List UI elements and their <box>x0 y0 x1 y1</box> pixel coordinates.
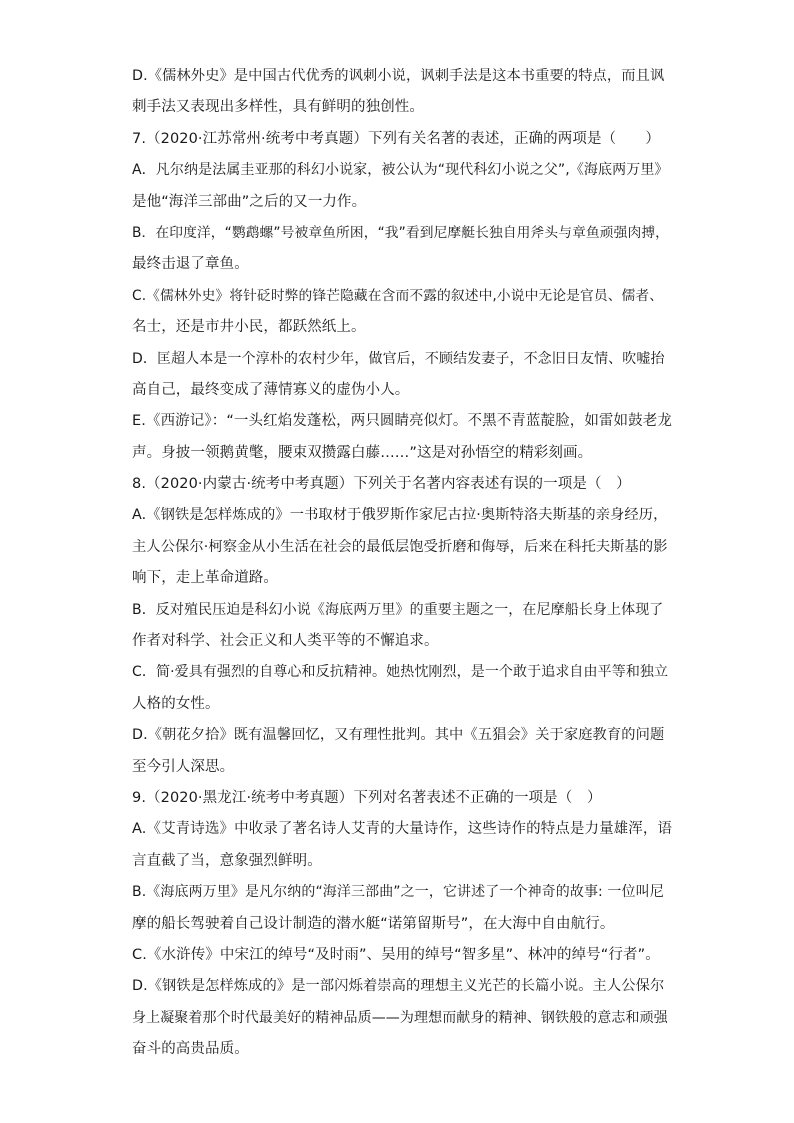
text-line: D.《儒林外史》是中国古代优秀的讽刺小说，讽刺手法是这本书重要的特点，而且讽 <box>132 68 665 84</box>
text-line: D.《朝花夕拾》既有温馨回忆，又有理性批判。其中《五猖会》关于家庭教育的问题 <box>132 727 665 744</box>
text-line: 响下，走上革命道路。 <box>132 570 278 587</box>
question-text-block <box>132 63 672 1068</box>
text-line: 人格的女性。 <box>132 695 220 712</box>
text-line: C．简·爱具有强烈的自尊心和反抗精神。她热忱刚烈，是一个敢于追求自由平等和独立 <box>132 664 669 681</box>
text-line: 摩的船长驾驶着自己设计制造的潜水艇“诺第留斯号”，在大海中自由航行。 <box>132 915 615 932</box>
text-line: A.《艾青诗选》中收录了著名诗人艾青的大量诗作，这些诗作的特点是力量雄浑，语 <box>132 821 672 838</box>
text-line: 名士，还是市井小民，都跃然纸上。 <box>132 319 366 336</box>
text-line: E.《西游记》：“一头红焰发蓬松，两只圆睛亮似灯。不黑不青蓝靛脸，如雷如鼓老龙 <box>132 413 672 430</box>
question-8-stem: 8.（2020·内蒙古·统考中考真题）下列关于名著内容表述有误的一项是（ ） <box>132 476 631 493</box>
question-7-stem: 7.（2020·江苏常州·统考中考真题）下列有关名著的表述，正确的两项是（ ） <box>132 130 660 147</box>
text-line: 是他“海洋三部曲”之后的又一力作。 <box>132 193 367 210</box>
text-line: 主人公保尔·柯察金从小生活在社会的最低层饱受折磨和侮辱，后来在科托夫斯基的影 <box>132 538 668 555</box>
text-line: 身上凝聚着那个时代最美好的精神品质——为理想而献身的精神、钢铁般的意志和顽强 <box>132 1009 668 1026</box>
text-line: 奋斗的高贵品质。 <box>132 1041 249 1058</box>
text-line: 刺手法又表现出多样性，具有鲜明的独创性。 <box>132 99 424 116</box>
question-9-stem: 9.（2020·黑龙江·统考中考真题）下列对名著表述不正确的一项是（ ） <box>132 789 602 806</box>
text-line: D.《钢铁是怎样炼成的》是一部闪烁着崇高的理想主义光芒的长篇小说。主人公保尔 <box>132 978 665 995</box>
text-line: B.《海底两万里》是凡尔纳的“海洋三部曲”之一，它讲述了一个神奇的故事: 一位叫尼 <box>132 884 664 901</box>
text-line: C.《水浒传》中宋江的绰号“及时雨”、吴用的绰号“智多星”、林冲的绰号“行者”。 <box>132 946 660 963</box>
text-line: B．在印度洋，“鹦鹉螺”号被章鱼所困，“我”看到尼摩艇长独自用斧头与章鱼顽强肉搏， <box>132 224 670 241</box>
text-line: 声。身披一领鹅黄氅，腰束双攒露白藤……”这是对孙悟空的精彩刻画。 <box>132 444 593 461</box>
text-line: 最终击退了章鱼。 <box>132 256 249 273</box>
text-line: A.《钢铁是怎样炼成的》一书取材于俄罗斯作家尼古拉·奥斯特洛夫斯基的亲身经历， <box>132 507 668 524</box>
text-line: 言直截了当，意象强烈鲜明。 <box>132 852 322 869</box>
text-line: 作者对科学、社会正义和人类平等的不懈追求。 <box>132 633 439 650</box>
text-line: A．凡尔纳是法属圭亚那的科幻小说家，被公认为“现代科幻小说之父”,《海底两万里》 <box>132 162 669 179</box>
text-line: D．匡超人本是一个淳朴的农村少年，做官后，不顾结发妻子，不念旧日友情、吹嘘抬 <box>132 350 665 367</box>
text-line: C.《儒林外史》将针砭时弊的锋芒隐藏在含而不露的叙述中,小说中无论是官员、儒者、 <box>132 287 664 304</box>
text-line: B．反对殖民压迫是科幻小说《海底两万里》的重要主题之一，在尼摩船长身上体现了 <box>132 601 664 618</box>
text-line: 至今引人深思。 <box>132 758 235 775</box>
text-line: 高自己，最终变成了薄情寡义的虚伪小人。 <box>132 381 410 398</box>
